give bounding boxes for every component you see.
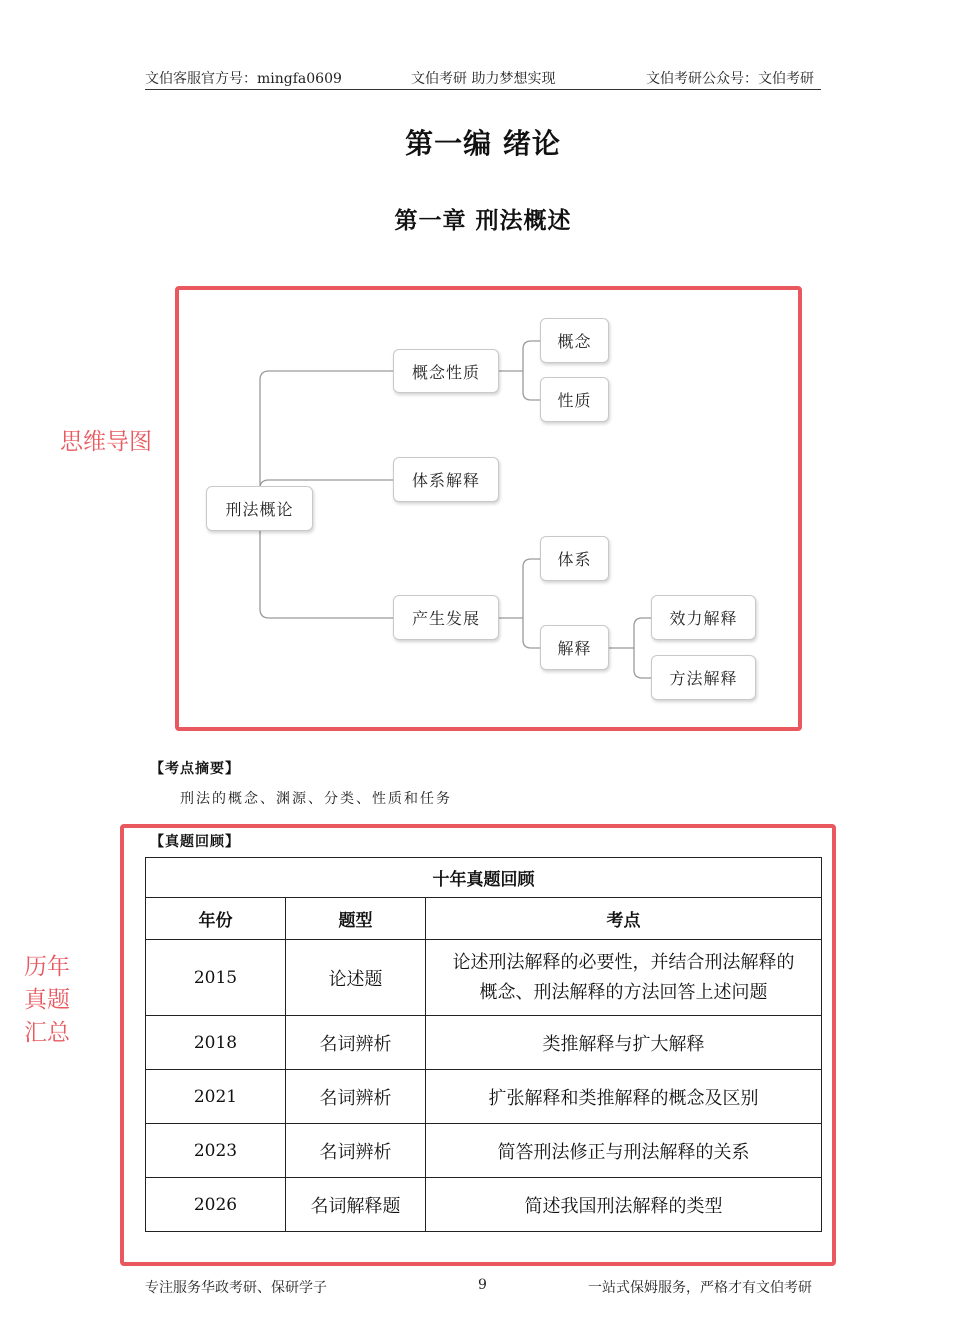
connector-interp-effect [634,618,651,648]
part-title: 第一编 绪论 [405,127,561,160]
cell-point: 扩张解释和类推解释的概念及区别 [426,1070,822,1124]
cell-type: 名词辨析 [286,1124,426,1178]
side-label-line-2: 真题 [24,987,70,1013]
column-header-year: 年份 [146,898,286,940]
cell-point: 简述我国刑法解释的类型 [426,1178,822,1232]
connector-cn-nature [523,371,540,400]
chapter-title: 第一章 刑法概述 [394,208,572,234]
table-title: 十年真题回顾 [146,858,822,898]
table-header-row [146,898,822,940]
review-heading: 【真题回顾】 [150,834,240,850]
cell-point-line-1: 论述刑法解释的必要性，并结合刑法解释的 [452,951,795,973]
past-exams-table [145,857,822,1232]
table-row [146,1124,822,1178]
mind-map-node-method-interp: 方法解释 [651,655,756,700]
table-row [146,1178,822,1232]
page-number: 9 [478,1277,487,1293]
connector-root-concept-nature [260,371,393,486]
cell-point [426,940,822,1016]
side-label-line-3: 汇总 [24,1020,70,1046]
cell-year: 2018 [146,1016,286,1070]
mind-map-root-node: 刑法概论 [206,486,313,531]
header-left: 文伯客服官方号：mingfa0609 [145,71,342,87]
mind-map-node-system: 体系 [540,536,609,581]
summary-text: 刑法的概念、渊源、分类、性质和任务 [180,791,452,807]
table-row [146,1070,822,1124]
connector-cn-concept [523,341,540,371]
cell-type: 名词辨析 [286,1016,426,1070]
header-right: 文伯考研公众号：文伯考研 [646,71,814,87]
mind-map-node-concept: 概念 [540,318,609,363]
cell-type: 论述题 [286,940,426,1016]
cell-point-line-2: 概念、刑法解释的方法回答上述问题 [479,981,768,1003]
footer-left: 专注服务华政考研、保研学子 [145,1280,327,1296]
connector-interp-method [634,648,651,678]
table-title-row [146,858,822,898]
mind-map-node-concept-nature: 概念性质 [393,349,499,393]
mind-map-node-nature: 性质 [540,377,609,422]
column-header-point: 考点 [426,898,822,940]
footer-right: 一站式保姆服务，严格才有文伯考研 [588,1280,812,1296]
connector-od-system [523,559,540,618]
cell-year: 2015 [146,940,286,1016]
table-row [146,940,822,1016]
cell-type: 名词辨析 [286,1070,426,1124]
mind-map-node-system-interp: 体系解释 [393,457,499,502]
past-exams-side-label [24,951,84,1050]
side-label-line-1: 历年 [24,954,70,980]
column-header-type: 题型 [286,898,426,940]
cell-point: 类推解释与扩大解释 [426,1016,822,1070]
cell-year: 2023 [146,1124,286,1178]
cell-point: 简答刑法修正与刑法解释的关系 [426,1124,822,1178]
table-row [146,1016,822,1070]
mind-map-node-interpretation: 解释 [540,625,609,670]
cell-year: 2026 [146,1178,286,1232]
cell-year: 2021 [146,1070,286,1124]
cell-type: 名词解释题 [286,1178,426,1232]
summary-heading: 【考点摘要】 [150,761,240,777]
header-center: 文伯考研 助力梦想实现 [411,71,556,87]
mind-map-node-origin-dev: 产生发展 [393,595,499,640]
connector-root-origin-dev [260,531,393,618]
mind-map-node-effect-interp: 效力解释 [651,595,756,640]
mind-map-side-label: 思维导图 [60,429,152,455]
connector-od-interp [523,618,540,648]
